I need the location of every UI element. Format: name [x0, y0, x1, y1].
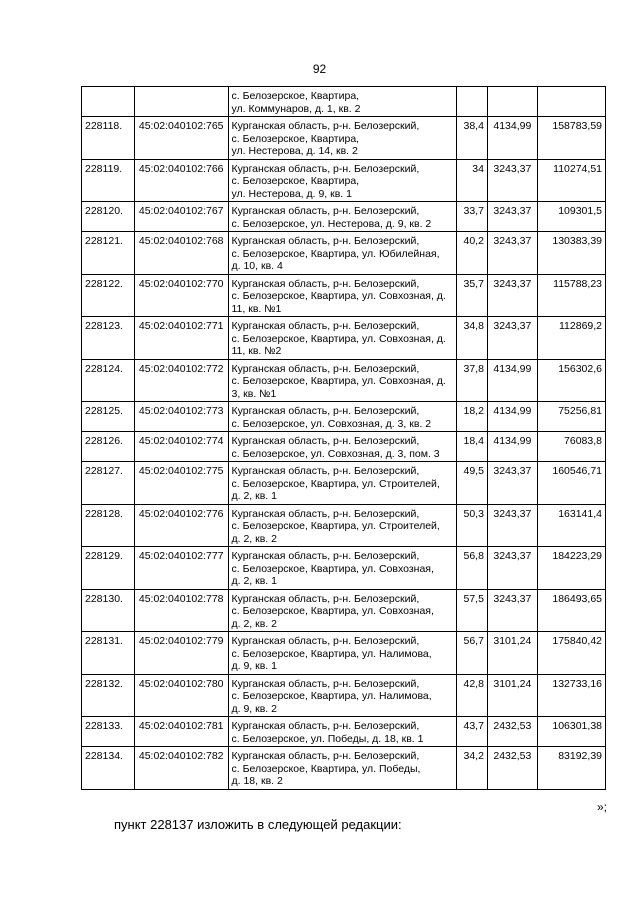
- address-line: с. Белозерское, ул. Победы, д. 18, кв. 1: [231, 732, 424, 745]
- area-cell: 38,4: [457, 117, 488, 160]
- price-cell: [487, 87, 537, 117]
- table-row: [82, 274, 606, 317]
- table-row: [82, 674, 606, 717]
- address-line: с. Белозерское, Квартира, ул. Совхозная, д.: [231, 290, 446, 302]
- address-cell: [228, 432, 457, 462]
- area-cell: 56,7: [457, 632, 488, 675]
- closing-quote-mark: »;: [597, 800, 608, 814]
- cadastral-cost-cell: 76083,8: [537, 432, 605, 462]
- price-per-sqm-cell: 3243,37: [487, 504, 537, 547]
- price-per-sqm-cell: 2432,53: [487, 717, 537, 747]
- address-line: с. Белозерское, Квартира, ул. Налимова,: [231, 690, 432, 702]
- price-per-sqm-cell: 3243,37: [487, 317, 537, 360]
- area-cell: 33,7: [457, 202, 488, 232]
- cadastral-number-cell: 45:02:040102:782: [134, 747, 228, 790]
- address-line: с. Белозерское, Квартира, ул. Строителей,: [231, 477, 440, 490]
- area-cell: 43,7: [457, 717, 488, 747]
- area-cell: 40,2: [457, 232, 488, 275]
- row-number-cell: 228129.: [82, 547, 135, 590]
- cadastral-cost-cell: 186493,65: [537, 589, 605, 632]
- cadastral-number-cell: 45:02:040102:778: [134, 589, 228, 632]
- address-line: Курганская область, р-н. Белозерский,: [231, 592, 420, 605]
- address-cell: [228, 202, 457, 232]
- address-line: д. 9, кв. 1: [231, 660, 277, 672]
- table-row: [82, 159, 606, 202]
- cadastral-cost-cell: 156302,6: [537, 359, 605, 402]
- row-number-cell: 228127.: [82, 462, 135, 505]
- cadastral-number-cell: 45:02:040102:767: [134, 202, 228, 232]
- address-cell: [228, 462, 457, 505]
- row-number-cell: 228125.: [82, 402, 135, 432]
- address-cell: [228, 274, 457, 317]
- address-line: с. Белозерское, Квартира, ул. Совхозная,: [231, 562, 434, 575]
- price-per-sqm-cell: 2432,53: [487, 747, 537, 790]
- address-line: с. Белозерское, ул. Нестерова, д. 9, кв. 2: [231, 217, 432, 230]
- address-cell: [228, 117, 457, 160]
- area-cell: 34,2: [457, 747, 488, 790]
- area-cell: 18,4: [457, 432, 488, 462]
- cadastral-cost-cell: 75256,81: [537, 402, 605, 432]
- address-line: д. 2, кв. 2: [231, 617, 277, 630]
- address-cell: [228, 504, 457, 547]
- address-cell: [228, 359, 457, 402]
- address-line: с. Белозерское, Квартира, ул. Налимова,: [231, 647, 432, 660]
- address-line: 11, кв. №2: [231, 345, 282, 357]
- address-line: с. Белозерское, Квартира, ул. Строителей,: [231, 520, 440, 532]
- row-number-cell: 228134.: [82, 747, 135, 790]
- table-row: [82, 632, 606, 675]
- table-row: [82, 317, 606, 360]
- address-line: Курганская область, р-н. Белозерский,: [231, 235, 420, 247]
- table-row: [82, 504, 606, 547]
- cadastral-cost-cell: 184223,29: [537, 547, 605, 590]
- cadastral-number-cell: 45:02:040102:774: [134, 432, 228, 462]
- address-cell: [228, 547, 457, 590]
- address-cell: [228, 317, 457, 360]
- address-line: с. Белозерское, ул. Совхозная, д. 3, кв. 2: [231, 417, 432, 430]
- address-line: Курганская область, р-н. Белозерский,: [231, 465, 420, 477]
- price-per-sqm-cell: 3243,37: [487, 274, 537, 317]
- cadastral-number-cell: 45:02:040102:775: [134, 462, 228, 505]
- cadastral-number-cell: 45:02:040102:781: [134, 717, 228, 747]
- address-line: Курганская область, р-н. Белозерский,: [231, 120, 420, 132]
- cadastral-number-cell: 45:02:040102:776: [134, 504, 228, 547]
- table-row: [82, 232, 606, 275]
- address-cell: [228, 232, 457, 275]
- price-per-sqm-cell: 3243,37: [487, 547, 537, 590]
- address-line: Курганская область, р-н. Белозерский,: [231, 750, 420, 762]
- cadastral-number-cell: 45:02:040102:772: [134, 359, 228, 402]
- price-per-sqm-cell: 3101,24: [487, 674, 537, 717]
- table-row: [82, 359, 606, 402]
- row-number-cell: 228133.: [82, 717, 135, 747]
- address-line: с. Белозерское, Квартира,: [231, 90, 360, 102]
- cadastral-cost-cell: 83192,39: [537, 747, 605, 790]
- address-line: 11, кв. №1: [231, 302, 282, 315]
- address-line: д. 2, кв. 1: [231, 575, 277, 587]
- address-cell: [228, 747, 457, 790]
- address-line: Курганская область, р-н. Белозерский,: [231, 677, 420, 690]
- address-line: д. 10, кв. 4: [231, 260, 283, 272]
- row-number-cell: [82, 87, 135, 117]
- address-line: с. Белозерское, Квартира, ул. Совхозная,: [231, 605, 434, 617]
- address-line: 3, кв. №1: [231, 387, 277, 400]
- address-line: с. Белозерское, Квартира, ул. Победы,: [231, 762, 421, 775]
- cadastral-number-cell: 45:02:040102:765: [134, 117, 228, 160]
- address-line: Курганская область, р-н. Белозерский,: [231, 277, 420, 290]
- address-cell: [228, 632, 457, 675]
- area-cell: [457, 87, 488, 117]
- address-line: с. Белозерское, ул. Совхозная, д. 3, пом. 3: [231, 447, 440, 460]
- area-cell: 50,3: [457, 504, 488, 547]
- address-line: Курганская область, р-н. Белозерский,: [231, 550, 420, 562]
- address-line: д. 9, кв. 2: [231, 702, 277, 715]
- cadastral-cost-cell: 115788,23: [537, 274, 605, 317]
- table-row: [82, 589, 606, 632]
- row-number-cell: 228122.: [82, 274, 135, 317]
- row-number-cell: 228119.: [82, 159, 135, 202]
- area-cell: 34,8: [457, 317, 488, 360]
- area-cell: 37,8: [457, 359, 488, 402]
- cadastral-cost-cell: 175840,42: [537, 632, 605, 675]
- table-row: [82, 462, 606, 505]
- cadastral-number-cell: 45:02:040102:766: [134, 159, 228, 202]
- address-line: с. Белозерское, Квартира, ул. Совхозная, д.: [231, 375, 446, 387]
- table-row-continuation: [82, 87, 606, 117]
- cadastral-cell: [134, 87, 228, 117]
- address-line: Курганская область, р-н. Белозерский,: [231, 320, 420, 332]
- cadastral-number-cell: 45:02:040102:770: [134, 274, 228, 317]
- address-line: Курганская область, р-н. Белозерский,: [231, 720, 420, 732]
- cadastral-number-cell: 45:02:040102:780: [134, 674, 228, 717]
- price-per-sqm-cell: 4134,99: [487, 359, 537, 402]
- table-row: [82, 202, 606, 232]
- address-line: ул. Нестерова, д. 9, кв. 1: [231, 187, 352, 200]
- cadastral-number-cell: 45:02:040102:777: [134, 547, 228, 590]
- address-cell: [228, 589, 457, 632]
- address-line: с. Белозерское, Квартира,: [231, 132, 360, 145]
- cadastral-cost-cell: 158783,59: [537, 117, 605, 160]
- address-line: с. Белозерское, Квартира, ул. Совхозная, д.: [231, 332, 446, 345]
- cadastral-number-cell: 45:02:040102:771: [134, 317, 228, 360]
- area-cell: 57,5: [457, 589, 488, 632]
- price-per-sqm-cell: 4134,99: [487, 117, 537, 160]
- row-number-cell: 228118.: [82, 117, 135, 160]
- page-number: 92: [312, 62, 327, 76]
- cadastral-cost-cell: 160546,71: [537, 462, 605, 505]
- address-line: ул. Коммунаров, д. 1, кв. 2: [231, 102, 361, 115]
- cadastral-number-cell: 45:02:040102:779: [134, 632, 228, 675]
- table-row: [82, 717, 606, 747]
- address-line: Курганская область, р-н. Белозерский,: [231, 162, 420, 175]
- address-line: с. Белозерское, Квартира, ул. Юбилейная,: [231, 247, 440, 260]
- cadastral-cost-cell: 132733,16: [537, 674, 605, 717]
- price-per-sqm-cell: 3243,37: [487, 462, 537, 505]
- price-per-sqm-cell: 4134,99: [487, 402, 537, 432]
- area-cell: 35,7: [457, 274, 488, 317]
- cadastral-number-cell: 45:02:040102:773: [134, 402, 228, 432]
- address-line: Курганская область, р-н. Белозерский,: [231, 435, 420, 447]
- price-per-sqm-cell: 3243,37: [487, 589, 537, 632]
- address-cell: [228, 717, 457, 747]
- address-line: Курганская область, р-н. Белозерский,: [231, 635, 420, 647]
- row-number-cell: 228126.: [82, 432, 135, 462]
- table-row: [82, 117, 606, 160]
- area-cell: 18,2: [457, 402, 488, 432]
- row-number-cell: 228121.: [82, 232, 135, 275]
- cadastral-cost-cell: 110274,51: [537, 159, 605, 202]
- row-number-cell: 228124.: [82, 359, 135, 402]
- row-number-cell: 228132.: [82, 674, 135, 717]
- row-number-cell: 228128.: [82, 504, 135, 547]
- address-line: д. 18, кв. 2: [231, 775, 283, 787]
- cadastral-cost-cell: 112869,2: [537, 317, 605, 360]
- row-number-cell: 228123.: [82, 317, 135, 360]
- area-cell: 34: [457, 159, 488, 202]
- cost-cell: [537, 87, 605, 117]
- price-per-sqm-cell: 3243,37: [487, 159, 537, 202]
- cadastral-cost-cell: 130383,39: [537, 232, 605, 275]
- address-cell: [228, 402, 457, 432]
- cadastral-cost-cell: 163141,4: [537, 504, 605, 547]
- price-per-sqm-cell: 3243,37: [487, 202, 537, 232]
- price-per-sqm-cell: 4134,99: [487, 432, 537, 462]
- address-line: Курганская область, р-н. Белозерский,: [231, 205, 420, 217]
- cadastral-cost-cell: 106301,38: [537, 717, 605, 747]
- address-line: Курганская область, р-н. Белозерский,: [231, 507, 420, 520]
- address-cell: [228, 159, 457, 202]
- price-per-sqm-cell: 3101,24: [487, 632, 537, 675]
- row-number-cell: 228131.: [82, 632, 135, 675]
- table-row: [82, 547, 606, 590]
- address-cell: [228, 87, 457, 117]
- row-number-cell: 228120.: [82, 202, 135, 232]
- cadastral-number-cell: 45:02:040102:768: [134, 232, 228, 275]
- address-cell: [228, 674, 457, 717]
- area-cell: 49,5: [457, 462, 488, 505]
- property-table: [81, 86, 606, 790]
- address-line: ул. Нестерова, д. 14, кв. 2: [231, 145, 358, 157]
- table-row: [82, 402, 606, 432]
- price-per-sqm-cell: 3243,37: [487, 232, 537, 275]
- amendment-instruction: пункт 228137 изложить в следующей редакции:: [114, 817, 402, 832]
- address-line: д. 2, кв. 1: [231, 490, 277, 502]
- table-row: [82, 747, 606, 790]
- address-line: Курганская область, р-н. Белозерский,: [231, 405, 420, 417]
- address-line: Курганская область, р-н. Белозерский,: [231, 362, 420, 375]
- address-line: с. Белозерское, Квартира,: [231, 175, 360, 187]
- table-row: [82, 432, 606, 462]
- area-cell: 42,8: [457, 674, 488, 717]
- property-table-body: [82, 87, 606, 790]
- address-line: д. 2, кв. 2: [231, 532, 277, 545]
- row-number-cell: 228130.: [82, 589, 135, 632]
- cadastral-cost-cell: 109301,5: [537, 202, 605, 232]
- area-cell: 56,8: [457, 547, 488, 590]
